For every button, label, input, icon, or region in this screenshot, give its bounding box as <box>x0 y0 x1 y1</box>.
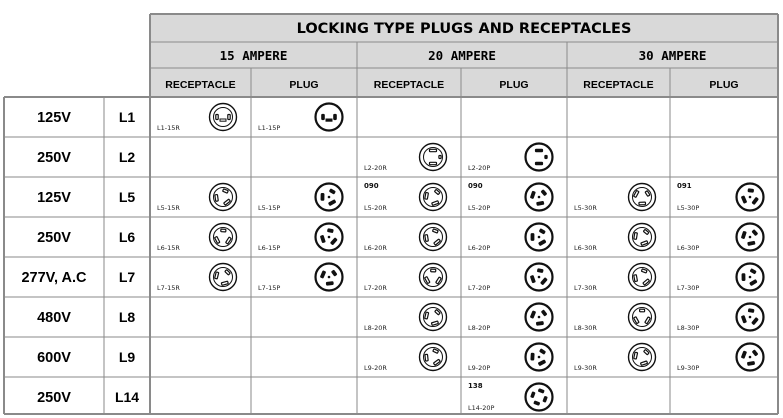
voltage-label: 480V <box>37 310 71 326</box>
device-code: L9-20R <box>364 364 387 372</box>
plug-l9-30p-icon <box>737 344 764 371</box>
catalog-number: 090 <box>364 182 379 190</box>
device-code: L5-20R <box>364 204 387 212</box>
voltage-label: 125V <box>37 110 71 126</box>
receptacle-l7-30r-icon <box>629 264 656 291</box>
receptacle-l2-20r-icon <box>420 144 447 171</box>
plug-l8-20p-icon <box>526 304 553 331</box>
nema-type-label: L9 <box>118 349 136 365</box>
plug-l5-20p-icon <box>526 184 553 211</box>
plug-l7-20p-icon <box>526 264 553 291</box>
plug-l5-15p-icon <box>316 184 343 211</box>
plug-column-header: PLUG <box>709 79 739 91</box>
receptacle-column-header: RECEPTACLE <box>583 79 654 91</box>
device-code: L5-30P <box>677 204 700 212</box>
device-code: L7-30R <box>574 284 597 292</box>
nema-type-label: L14 <box>114 389 140 405</box>
plug-l7-15p-icon <box>316 264 343 291</box>
device-code: L7-20R <box>364 284 387 292</box>
device-code: L7-15R <box>157 284 180 292</box>
device-code: L1-15P <box>258 124 281 132</box>
voltage-label: 277V, A.C <box>21 270 87 286</box>
device-code: L6-20R <box>364 244 387 252</box>
device-code: L9-30R <box>574 364 597 372</box>
device-code: L8-30R <box>574 324 597 332</box>
ampere-header: 30 AMPERE <box>638 48 707 63</box>
plug-l9-20p-icon <box>526 344 553 371</box>
plug-l2-20p-icon <box>526 144 553 171</box>
receptacle-l9-20r-icon <box>420 344 447 371</box>
device-code: L8-20R <box>364 324 387 332</box>
device-code: L5-30R <box>574 204 597 212</box>
device-code: L6-30R <box>574 244 597 252</box>
plug-l14-20p-icon <box>526 384 553 411</box>
plug-l6-20p-icon <box>526 224 553 251</box>
device-code: L7-30P <box>677 284 700 292</box>
nema-type-label: L2 <box>118 149 136 165</box>
receptacle-l1-15r-icon <box>210 104 237 131</box>
receptacle-l6-30r-icon <box>629 224 656 251</box>
plug-column-header: PLUG <box>289 79 319 91</box>
table-title: LOCKING TYPE PLUGS AND RECEPTACLES <box>296 21 632 37</box>
device-code: L5-15R <box>157 204 180 212</box>
plug-l7-30p-icon <box>737 264 764 291</box>
nema-type-label: L5 <box>118 189 136 205</box>
device-code: L5-20P <box>468 204 491 212</box>
receptacle-l9-30r-icon <box>629 344 656 371</box>
receptacle-l5-15r-icon <box>210 184 237 211</box>
device-code: L6-15R <box>157 244 180 252</box>
catalog-number: 090 <box>468 182 483 190</box>
receptacle-l5-30r-icon <box>629 184 656 211</box>
plug-l6-15p-icon <box>316 224 343 251</box>
device-code: L1-15R <box>157 124 180 132</box>
nema-type-label: L7 <box>118 269 136 285</box>
device-code: L8-20P <box>468 324 491 332</box>
voltage-label: 600V <box>37 350 71 366</box>
receptacle-l6-20r-icon <box>420 224 447 251</box>
plug-l1-15p-icon <box>316 104 343 131</box>
device-code: L7-15P <box>258 284 281 292</box>
device-code: L6-15P <box>258 244 281 252</box>
receptacle-column-header: RECEPTACLE <box>373 79 445 91</box>
receptacle-l8-30r-icon <box>629 304 656 331</box>
plug-column-header: PLUG <box>499 79 529 91</box>
plug-l8-30p-icon <box>737 304 764 331</box>
device-code: L2-20P <box>468 164 491 172</box>
catalog-number: 091 <box>677 182 692 190</box>
device-code: L8-30P <box>677 324 700 332</box>
nema-type-label: L8 <box>118 309 136 325</box>
ampere-header: 15 AMPERE <box>219 48 288 63</box>
device-code: L9-30P <box>677 364 700 372</box>
receptacle-l7-20r-icon <box>420 264 447 291</box>
receptacle-l6-15r-icon <box>210 224 237 251</box>
device-code: L2-20R <box>364 164 387 172</box>
catalog-number: 138 <box>468 382 483 390</box>
device-code: L5-15P <box>258 204 281 212</box>
voltage-label: 250V <box>37 150 71 166</box>
plug-l6-30p-icon <box>737 224 764 251</box>
voltage-label: 125V <box>37 190 71 206</box>
nema-type-label: L1 <box>118 109 136 125</box>
receptacle-column-header: RECEPTACLE <box>165 79 236 91</box>
device-code: L7-20P <box>468 284 491 292</box>
device-code: L14-20P <box>468 404 495 412</box>
voltage-label: 250V <box>37 230 71 246</box>
device-code: L9-20P <box>468 364 491 372</box>
voltage-label: 250V <box>37 390 71 406</box>
device-code: L6-30P <box>677 244 700 252</box>
receptacle-l7-15r-icon <box>210 264 237 291</box>
nema-type-label: L6 <box>118 229 136 245</box>
receptacle-l5-20r-icon <box>420 184 447 211</box>
receptacle-l8-20r-icon <box>420 304 447 331</box>
plug-l5-30p-icon <box>737 184 764 211</box>
device-code: L6-20P <box>468 244 491 252</box>
ampere-header: 20 AMPERE <box>428 48 496 63</box>
